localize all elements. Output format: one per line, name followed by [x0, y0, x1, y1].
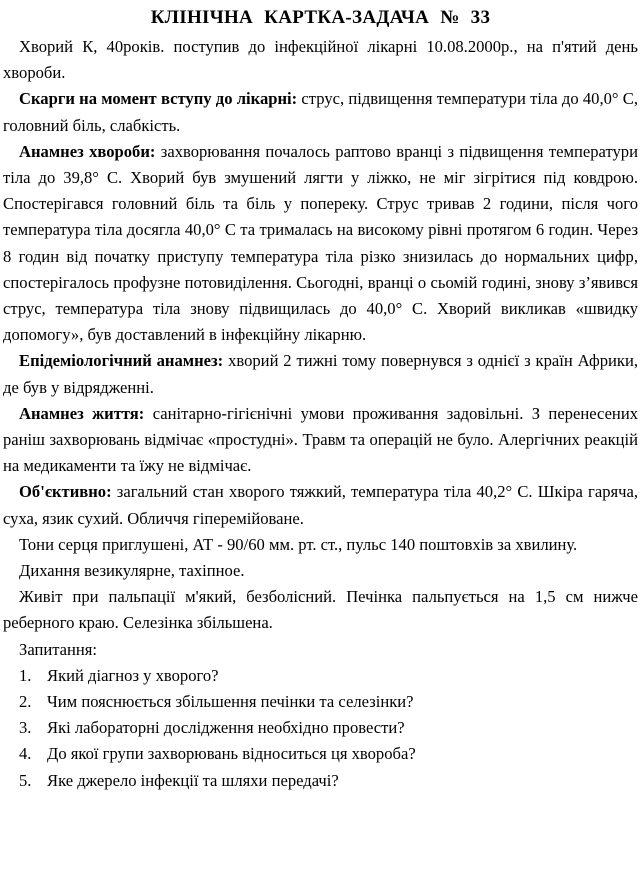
questions-label: Запитання: — [19, 639, 98, 659]
complaints-paragraph — [3, 86, 638, 138]
epidemiological-paragraph — [3, 348, 638, 400]
questions-list — [3, 663, 638, 794]
question-text: До якої групи захворювань відноситься ця хвороба? — [47, 744, 416, 764]
breathing-paragraph: Дихання везикулярне, тахіпное. — [19, 561, 245, 581]
list-item — [3, 663, 638, 689]
question-text: Які лабораторні дослідження необхідно провести? — [47, 718, 405, 738]
heart-paragraph: Тони серця приглушені, АТ - 90/60 мм. рт. ст., пульс 140 поштовхів за хвилину. — [19, 534, 578, 554]
list-item — [3, 689, 638, 715]
question-number: 4. — [19, 744, 32, 764]
question-number: 1. — [19, 665, 32, 685]
abdomen-paragraph: Живіт при пальпації м'який, безболісний. Печінка пальпується на 1,5 см нижче реберного краю. Селезінка збільшена. — [3, 587, 638, 633]
question-number: 5. — [19, 770, 32, 790]
anamnesis-life-text: санітарно-гігієнічні умови проживання задовільні. З перенесених раніш захворювань відмічає «простудні». Травм та операцій не було. Алергічних реакцій на медикаменти та їжу не відмічає. — [3, 403, 638, 476]
epidemiological-label: Епідеміологічний анамнез: — [19, 351, 224, 371]
intro-paragraph: Хворий К, 40років. поступив до інфекційної лікарні 10.08.2000р., на п'ятий день хвороби. — [3, 37, 638, 83]
anamnesis-life-paragraph — [3, 401, 638, 480]
list-item — [3, 715, 638, 741]
question-number: 3. — [19, 718, 32, 738]
objective-text: загальний стан хворого тяжкий, температура тіла 40,2° С. Шкіра гаряча, суха, язик сухий. Обличчя гіперемійоване. — [3, 482, 638, 528]
anamnesis-life-label: Анамнез життя: — [19, 403, 145, 423]
question-number: 2. — [19, 692, 32, 712]
question-text: Який діагноз у хворого? — [47, 665, 219, 685]
question-text: Яке джерело інфекції та шляхи передачі? — [47, 770, 339, 790]
anamnesis-disease-label: Анамнез хвороби: — [19, 141, 156, 161]
question-text: Чим пояснюється збільшення печінки та селезінки? — [47, 692, 414, 712]
complaints-text: струс, підвищення температури тіла до 40,0° С, головний біль, слабкість. — [3, 89, 639, 135]
anamnesis-disease-paragraph — [3, 139, 638, 349]
objective-label: Об'єктивно: — [19, 482, 112, 502]
objective-paragraph — [3, 479, 638, 531]
complaints-label: Скарги на момент вступу до лікарні: — [19, 89, 298, 109]
anamnesis-disease-text: захворювання почалось раптово вранці з підвищення температури тіла до 39,8° С. Хворий був змушений лягти у ліжко, не міг зігрітися під ковдрою. Спостерігався головний біль та біль у попереку. Струс тривав 2 години, після чого температура тіла досягла 40,0° С та трималась на високому рівні протягом 6 годин. Через 8 годин від початку приступу температура тіла різко знизилась до нормальних цифр, спостерігалось профузне потовиділення. Сьогодні, вранці о сьомій годині, знову з’явився струс, температура тіла знову підвищилась до 40,0° С. Хворий викликав «швидку допомогу», був доставлений в інфекційну лікарню. — [3, 141, 638, 345]
epidemiological-text: хворий 2 тижні тому повернувся з однієї з країн Африки, де був у відрядженні. — [3, 351, 638, 397]
list-item — [3, 741, 638, 767]
list-item — [3, 768, 638, 794]
document-title: КЛІНІЧНА КАРТКА-ЗАДАЧА № 33 — [150, 7, 491, 28]
